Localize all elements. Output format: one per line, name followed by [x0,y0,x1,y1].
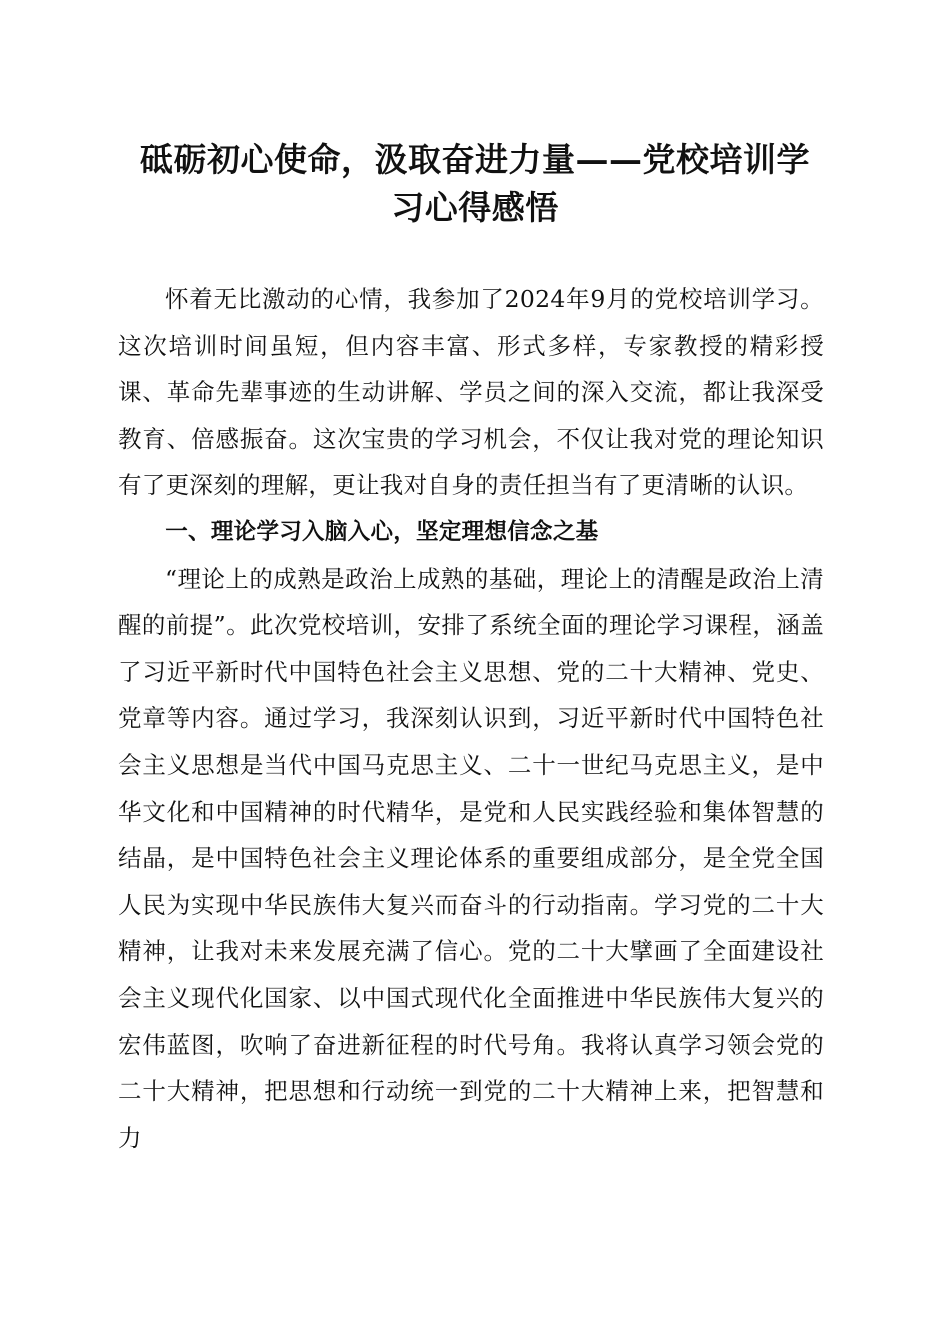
intro-paragraph: 怀着无比激动的心情，我参加了2024年9月的党校培训学习。这次培训时间虽短，但内容丰富、形式多样，专家教授的精彩授课、革命先辈事迹的生动讲解、学员之间的深入交流，都让我深受教育、倍感振奋。这次宝贵的学习机会，不仅让我对党的理论知识有了更深刻的理解，更让我对自身的责任担当有了更清晰的认识。 [118,285,824,500]
document-title-line-2: 习心得感悟 [391,188,559,227]
document-title [110,136,840,232]
document-title-line-1: 砥砺初心使命，汲取奋进力量——党校培训学 [140,140,810,179]
document-body [118,276,824,1161]
section-heading-1: 一、理论学习入脑入心，坚定理想信念之基 [165,518,599,545]
section-1-paragraph: “理论上的成熟是政治上成熟的基础，理论上的清醒是政治上清醒的前提”。此次党校培训，安排了系统全面的理论学习课程，涵盖了习近平新时代中国特色社会主义思想、党的二十大精神、党史、党章等内容。通过学习，我深刻认识到，习近平新时代中国特色社会主义思想是当代中国马克思主义、二十一世纪马克思主义，是中华文化和中国精神的时代精华，是党和人民实践经验和集体智慧的结晶，是中国特色社会主义理论体系的重要组成部分，是全党全国人民为实现中华民族伟大复兴而奋斗的行动指南。学习党的二十大精神，让我对未来发展充满了信心。党的二十大擘画了全面建设社会主义现代化国家、以中国式现代化全面推进中华民族伟大复兴的宏伟蓝图，吹响了奋进新征程的时代号角。我将认真学习领会党的二十大精神，把思想和行动统一到党的二十大精神上来，把智慧和力 [118,564,824,1152]
